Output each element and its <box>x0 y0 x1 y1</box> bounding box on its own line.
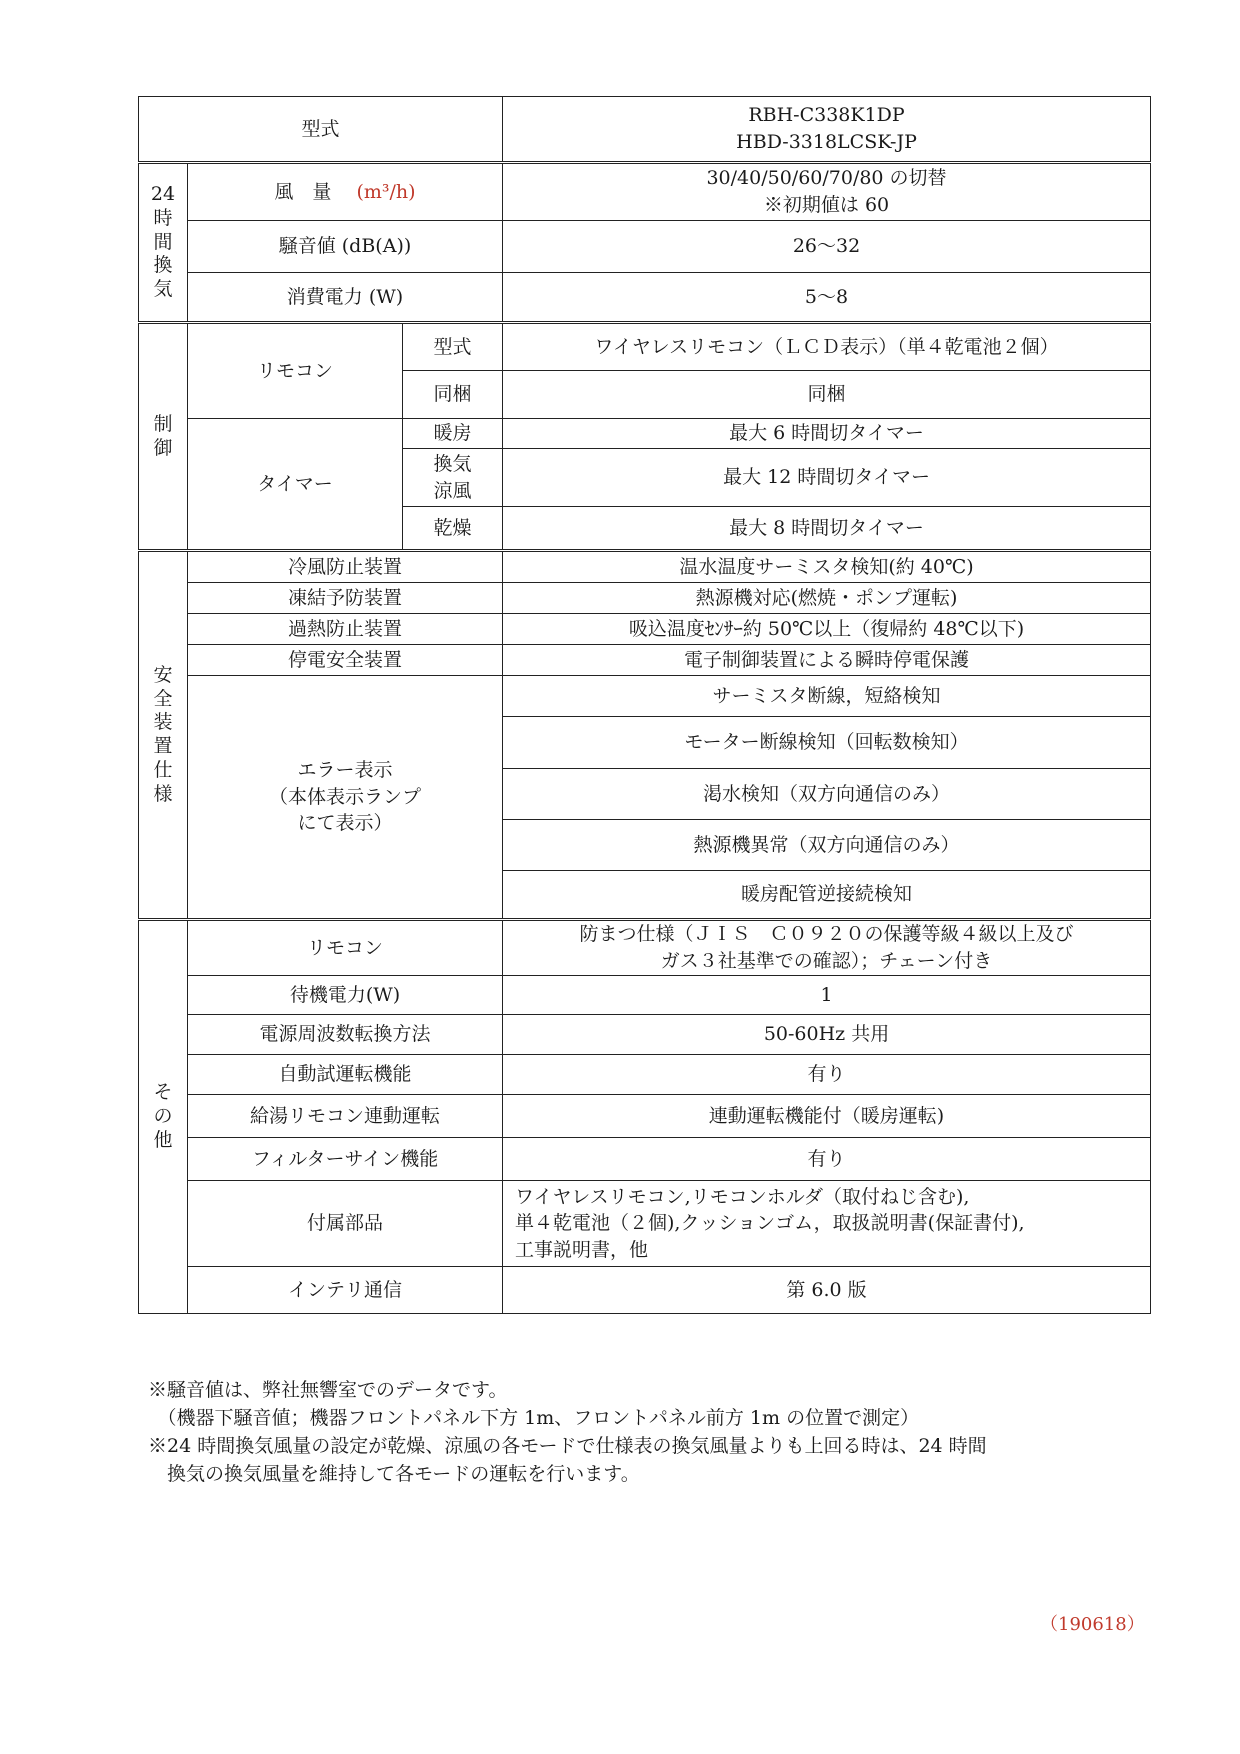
remote-type-label: 型式 <box>403 323 503 371</box>
remote-label: リモコン <box>188 323 403 419</box>
model-line-2: HBD-3318LCSK-JP <box>736 131 917 153</box>
error-item: サーミスタ断線，短絡検知 <box>503 676 1151 717</box>
document-code: （190618） <box>1040 1614 1145 1635</box>
power-value: 5～8 <box>503 273 1151 323</box>
safety-row-value: 吸込温度ｾﾝｻｰ約 50℃以上（復帰約 48℃以下) <box>503 614 1151 645</box>
safety-row-label: 停電安全装置 <box>188 645 503 676</box>
other-remote-value: 防まつ仕様（ＪＩＳ Ｃ０９２０の保護等級４級以上及び ガス３社基準での確認）；チェーン付き <box>503 920 1151 976</box>
error-item: 暖房配管逆接続検知 <box>503 871 1151 920</box>
timer-dry-value: 最大 8 時間切タイマー <box>503 507 1151 551</box>
airflow-value: 30/40/50/60/70/80 の切替 ※初期値は 60 <box>503 163 1151 221</box>
footnote-line: 換気の換気風量を維持して各モードの運転を行います。 <box>148 1463 640 1485</box>
remote-type-value: ワイヤレスリモコン（ＬＣＤ表示）（単４乾電池２個） <box>503 323 1151 371</box>
footnotes <box>148 1376 987 1488</box>
interior-comm-label: インテリ通信 <box>188 1267 503 1314</box>
safety-row-value: 熱源機対応(燃焼・ポンプ運転) <box>503 583 1151 614</box>
noise-label: 騒音値 (dB(A)) <box>188 221 503 273</box>
ventilation-group-label: 24 時 間 換 気 <box>139 163 188 323</box>
other-group-label: そ の 他 <box>139 920 188 1314</box>
auto-test-value: 有り <box>503 1055 1151 1095</box>
frequency-value: 50-60Hz 共用 <box>503 1015 1151 1055</box>
safety-row-value: 電子制御装置による瞬時停電保護 <box>503 645 1151 676</box>
remote-bundled-label: 同梱 <box>403 371 503 419</box>
linked-operation-value: 連動運転機能付（暖房運転) <box>503 1095 1151 1138</box>
linked-operation-label: 給湯リモコン連動運転 <box>188 1095 503 1138</box>
model-label: 型式 <box>139 97 503 163</box>
frequency-label: 電源周波数転換方法 <box>188 1015 503 1055</box>
interior-comm-value: 第 6.0 版 <box>503 1267 1151 1314</box>
timer-vent-cool-label: 換気 涼風 <box>403 449 503 507</box>
other-remote-label: リモコン <box>188 920 503 976</box>
model-numbers <box>503 97 1151 163</box>
safety-group-label: 安 全 装 置 仕 様 <box>139 551 188 920</box>
error-item: 渇水検知（双方向通信のみ） <box>503 769 1151 820</box>
footnote-line: ※騒音値は、弊社無響室でのデータです。 <box>148 1379 508 1401</box>
timer-heating-value: 最大 6 時間切タイマー <box>503 419 1151 449</box>
standby-label: 待機電力(W) <box>188 976 503 1015</box>
error-item: 熱源機異常（双方向通信のみ） <box>503 820 1151 871</box>
safety-row-label: 凍結予防装置 <box>188 583 503 614</box>
accessories-value: ワイヤレスリモコン,リモコンホルダ（取付ねじ含む), 単４乾電池（２個),クッションゴム，取扱説明書(保証書付), 工事説明書，他 <box>503 1181 1151 1267</box>
error-item: モーター断線検知（回転数検知） <box>503 717 1151 769</box>
standby-value: 1 <box>503 976 1151 1015</box>
safety-row-label: 過熱防止装置 <box>188 614 503 645</box>
timer-vent-cool-value: 最大 12 時間切タイマー <box>503 449 1151 507</box>
airflow-label: 風 量 (m³/h) <box>188 163 503 221</box>
spec-table <box>138 96 1151 1314</box>
filter-sign-label: フィルターサイン機能 <box>188 1138 503 1181</box>
control-group-label: 制 御 <box>139 323 188 551</box>
timer-dry-label: 乾燥 <box>403 507 503 551</box>
footnote-line: ※24 時間換気風量の設定が乾燥、涼風の各モードで仕様表の換気風量よりも上回る時は、24 時間 <box>148 1435 987 1457</box>
safety-row-value: 温水温度サーミスタ検知(約 40℃) <box>503 551 1151 583</box>
safety-row-label: 冷風防止装置 <box>188 551 503 583</box>
filter-sign-value: 有り <box>503 1138 1151 1181</box>
timer-label: タイマー <box>188 419 403 551</box>
auto-test-label: 自動試運転機能 <box>188 1055 503 1095</box>
power-label: 消費電力 (W) <box>188 273 503 323</box>
model-line-1: RBH-C338K1DP <box>748 104 905 127</box>
remote-bundled-value: 同梱 <box>503 371 1151 419</box>
footnote-line: （機器下騒音値；機器フロントパネル下方 1m、フロントパネル前方 1m の位置で測定） <box>148 1407 920 1429</box>
noise-value: 26～32 <box>503 221 1151 273</box>
error-display-label: エラー表示 （本体表示ランプ にて表示） <box>188 676 503 920</box>
timer-heating-label: 暖房 <box>403 419 503 449</box>
airflow-unit: (m³/h) <box>356 180 416 203</box>
accessories-label: 付属部品 <box>188 1181 503 1267</box>
